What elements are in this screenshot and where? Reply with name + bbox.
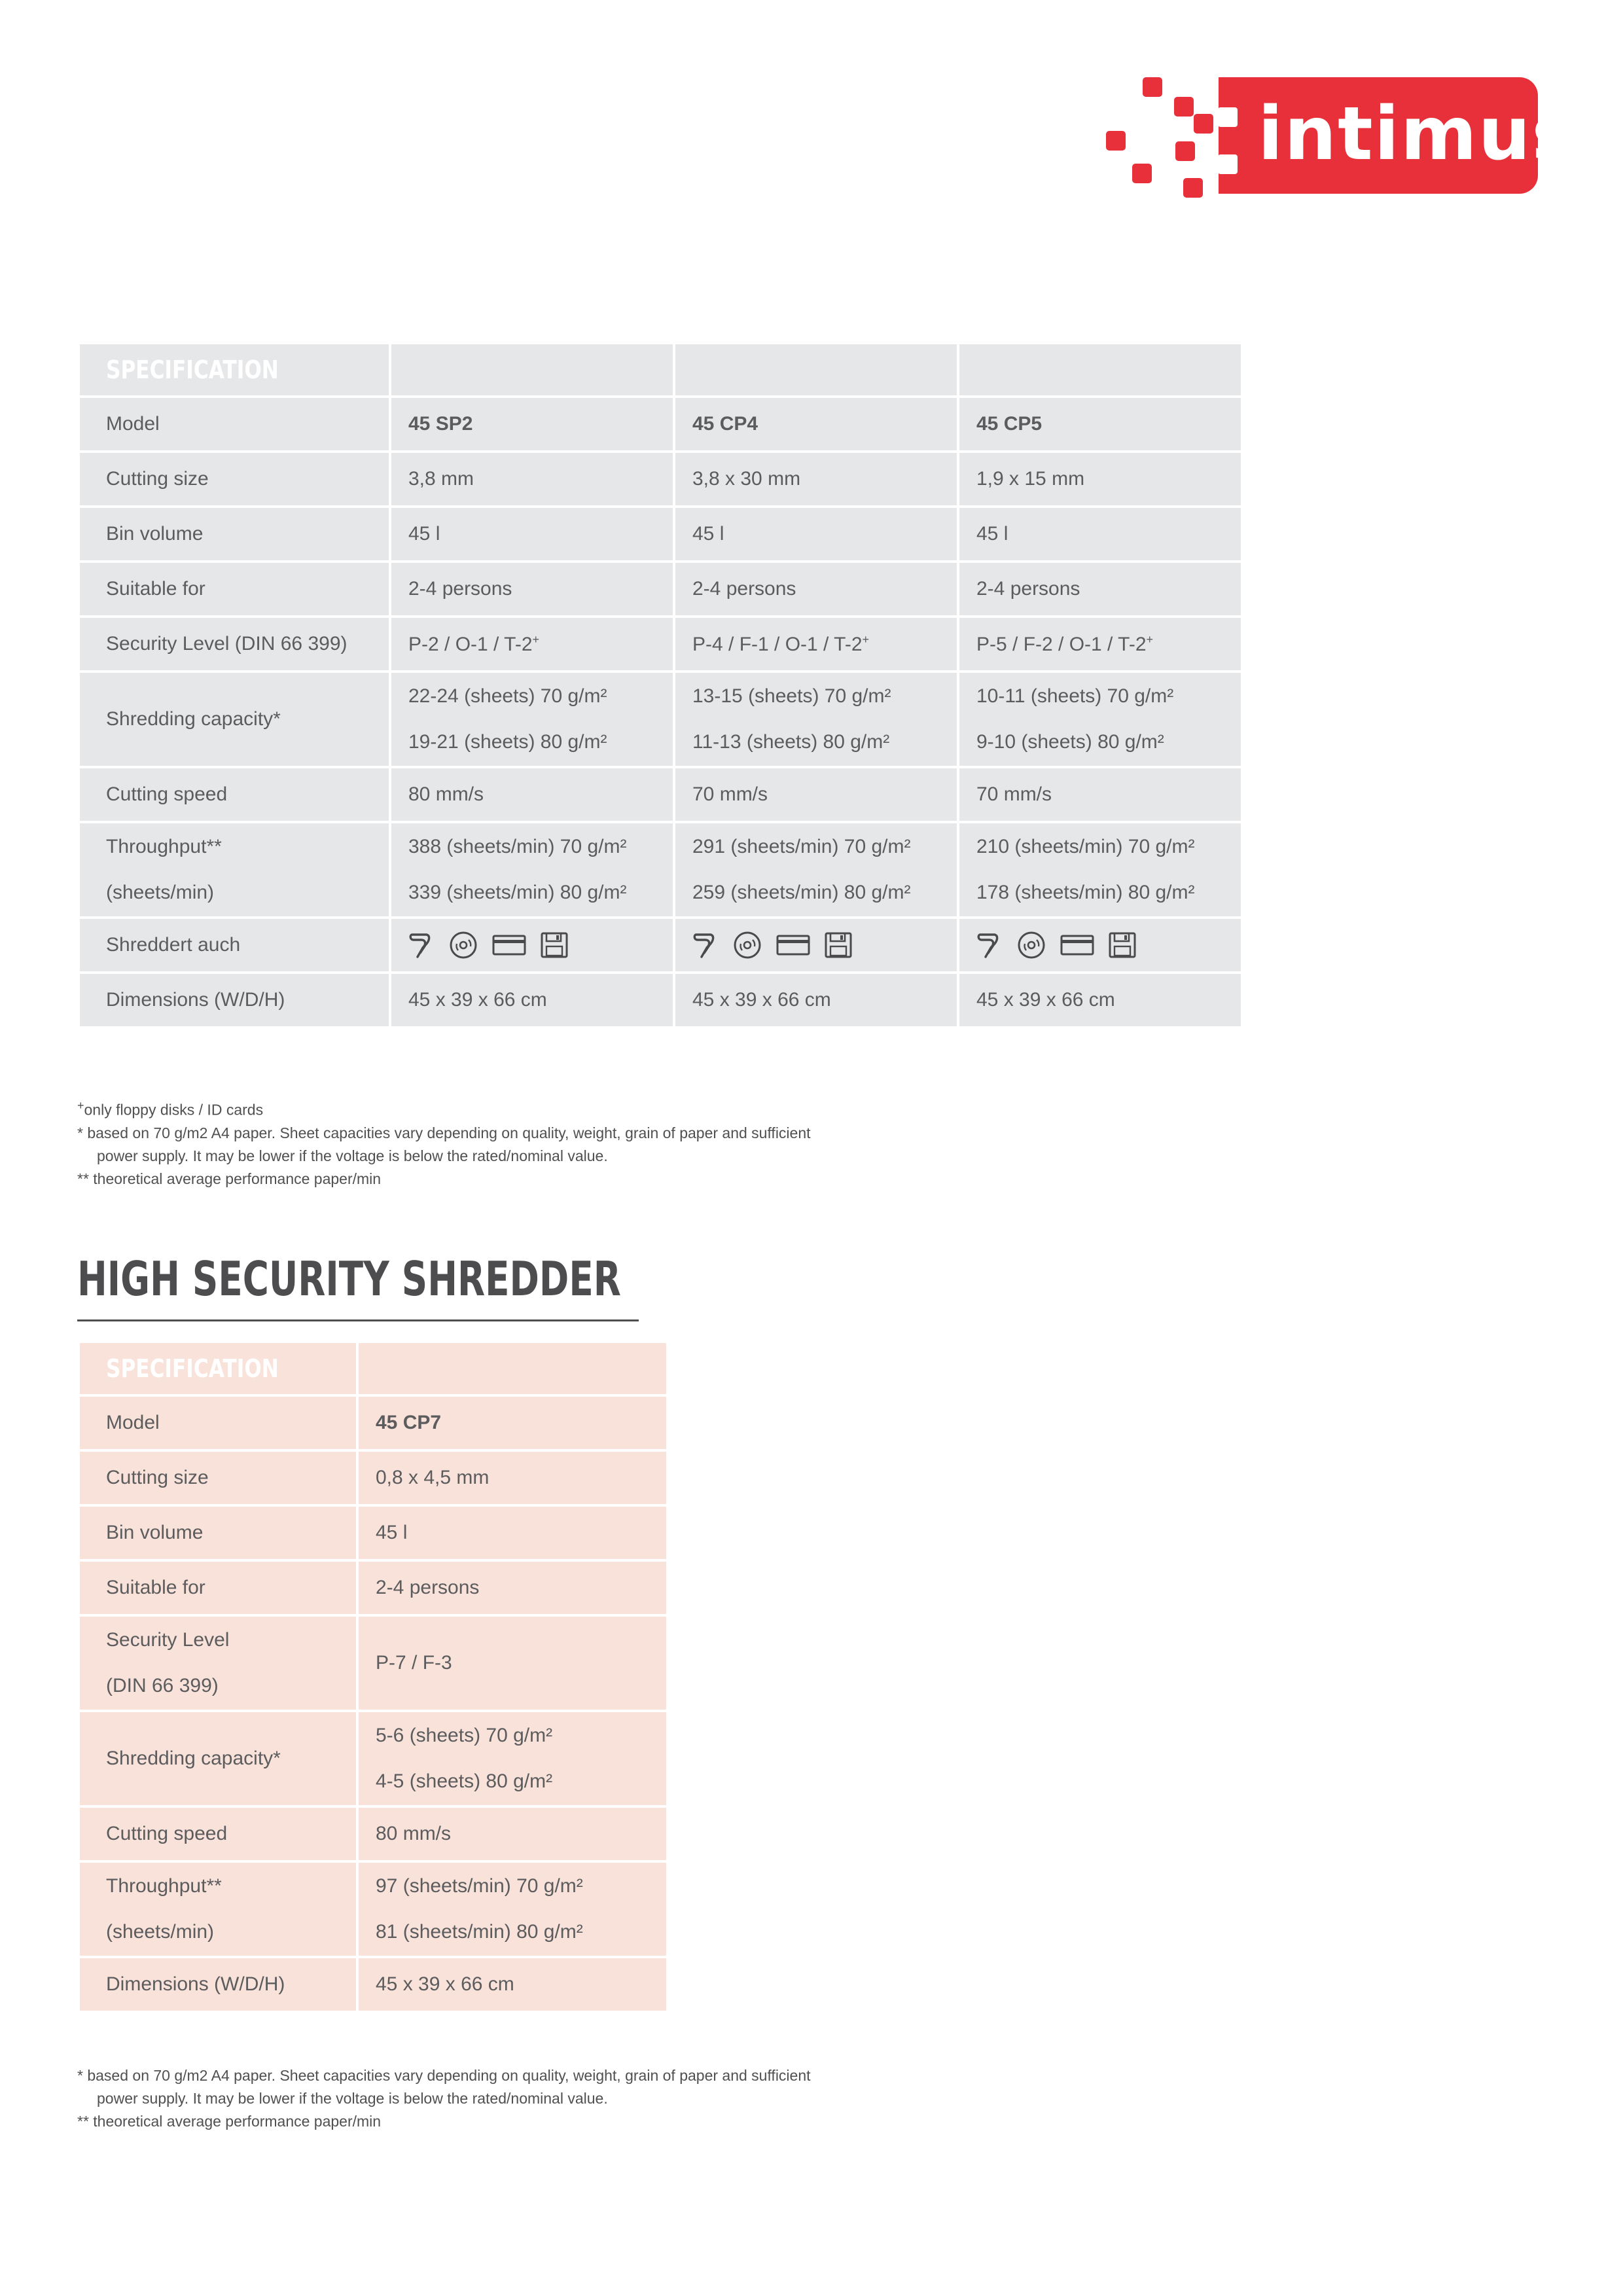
section-divider: [77, 1319, 639, 1321]
spec-row-shredding-capacity: [80, 1712, 666, 1805]
row-label: Bin volume: [80, 508, 389, 560]
cell-value: P-4 / F-1 / O-1 / T-2+: [675, 618, 957, 670]
row-label: Bin volume: [80, 1507, 356, 1559]
cell-value: 3,8 x 30 mm: [675, 453, 957, 505]
footnotes-standard: [77, 1094, 811, 1191]
spec-row-bin-volume: [80, 508, 1241, 560]
row-label: Shredding capacity*: [80, 1712, 356, 1805]
cell-value: 97 (sheets/min) 70 g/m² 81 (sheets/min) 80 g/m²: [359, 1863, 666, 1956]
row-label: Shredding capacity*: [80, 673, 389, 766]
row-label: Model: [80, 1397, 356, 1449]
cell-value: 70 mm/s: [675, 768, 957, 821]
footnote-star-cont: power supply. It may be lower if the voltage is below the rated/nominal value.: [97, 1147, 608, 1164]
spec-row-throughput: [80, 823, 1241, 916]
spec-header: SPECIFICATION: [80, 344, 389, 395]
cell-value: P-2 / O-1 / T-2+: [391, 618, 673, 670]
cell-value: 13-15 (sheets) 70 g/m² 11-13 (sheets) 80 g/m²: [675, 673, 957, 766]
cell-value: 388 (sheets/min) 70 g/m² 339 (sheets/min) 80 g/m²: [391, 823, 673, 916]
intimus-logo: [1106, 73, 1577, 198]
spec-row-security-level: [80, 1617, 666, 1710]
cd-icon: [733, 931, 762, 960]
cell-value: 70 mm/s: [959, 768, 1241, 821]
spec-header-blank: [391, 344, 673, 395]
cell-value: 291 (sheets/min) 70 g/m² 259 (sheets/min) 80 g/m²: [675, 823, 957, 916]
row-label: Throughput** (sheets/min): [80, 1863, 356, 1956]
cell-value: P-7 / F-3: [359, 1617, 666, 1710]
spec-row-bin-volume: [80, 1507, 666, 1559]
cd-icon: [1017, 931, 1046, 960]
spec-table-standard: [77, 342, 1243, 1029]
cell-value: 210 (sheets/min) 70 g/m² 178 (sheets/min) 80 g/m²: [959, 823, 1241, 916]
cell-value: 1,9 x 15 mm: [959, 453, 1241, 505]
cell-value: P-5 / F-2 / O-1 / T-2+: [959, 618, 1241, 670]
row-label: Model: [80, 398, 389, 450]
row-label: Suitable for: [80, 563, 389, 615]
cell-value: 10-11 (sheets) 70 g/m² 9-10 (sheets) 80 g/m²: [959, 673, 1241, 766]
spec-row-dimensions: [80, 1958, 666, 2011]
spec-row-security-level: [80, 618, 1241, 670]
floppy-disk-icon: [1109, 932, 1136, 958]
model-45-cp4: 45 CP4: [675, 398, 957, 450]
spec-row-model: [80, 398, 1241, 450]
credit-card-icon: [492, 933, 526, 957]
floppy-disk-icon: [825, 932, 852, 958]
spec-row-cutting-size: [80, 453, 1241, 505]
footnote-star: * based on 70 g/m2 A4 paper. Sheet capacities vary depending on quality, weight, grain of paper and sufficient: [77, 1124, 811, 1141]
cell-value: 5-6 (sheets) 70 g/m² 4-5 (sheets) 80 g/m²: [359, 1712, 666, 1805]
spec-row-shreds-also: [80, 919, 1241, 971]
cell-value: 2-4 persons: [359, 1562, 666, 1614]
spec-table-high-security: [77, 1340, 669, 2013]
cell-value: 45 l: [359, 1507, 666, 1559]
cell-value: 80 mm/s: [391, 768, 673, 821]
row-label: Cutting speed: [80, 768, 389, 821]
spec-header: SPECIFICATION: [80, 1343, 356, 1394]
cd-icon: [449, 931, 478, 960]
row-label: Dimensions (W/D/H): [80, 1958, 356, 2011]
footnote-double-star: ** theoretical average performance paper/min: [77, 1170, 382, 1187]
model-45-sp2: 45 SP2: [391, 398, 673, 450]
cell-value: 22-24 (sheets) 70 g/m² 19-21 (sheets) 80 g/m²: [391, 673, 673, 766]
cell-value: 2-4 persons: [675, 563, 957, 615]
plus-mark: +: [532, 632, 540, 646]
spec-row-suitable-for: [80, 1562, 666, 1614]
footnote-star-cont: power supply. It may be lower if the voltage is below the rated/nominal value.: [97, 2090, 608, 2107]
row-label: Suitable for: [80, 1562, 356, 1614]
model-45-cp5: 45 CP5: [959, 398, 1241, 450]
footnote-plus: +only floppy disks / ID cards: [77, 1099, 264, 1119]
logo-wordmark: intimus: [1258, 92, 1577, 177]
icon-cell: [675, 919, 957, 971]
row-label: Throughput** (sheets/min): [80, 823, 389, 916]
cell-value: 2-4 persons: [391, 563, 673, 615]
paper-clip-icon: [976, 931, 1003, 960]
floppy-disk-icon: [541, 932, 568, 958]
footnote-double-star: ** theoretical average performance paper/min: [77, 2113, 382, 2130]
footnotes-high-security: [77, 2064, 811, 2133]
cell-value: 45 l: [391, 508, 673, 560]
cell-value: 45 x 39 x 66 cm: [959, 974, 1241, 1026]
cell-value: 45 x 39 x 66 cm: [675, 974, 957, 1026]
row-label: Security Level (DIN 66 399): [80, 1617, 356, 1710]
spec-row-shredding-capacity: [80, 673, 1241, 766]
cell-value: 2-4 persons: [959, 563, 1241, 615]
row-label: Dimensions (W/D/H): [80, 974, 389, 1026]
row-label: Cutting size: [80, 453, 389, 505]
spec-header-blank: [675, 344, 957, 395]
cell-value: 45 x 39 x 66 cm: [359, 1958, 666, 2011]
row-label: Cutting speed: [80, 1808, 356, 1860]
icon-cell: [391, 919, 673, 971]
cell-value: 80 mm/s: [359, 1808, 666, 1860]
spec-row-throughput: [80, 1863, 666, 1956]
footnote-star: * based on 70 g/m2 A4 paper. Sheet capacities vary depending on quality, weight, grain of paper and sufficient: [77, 2067, 811, 2084]
row-label: Cutting size: [80, 1452, 356, 1504]
paper-clip-icon: [692, 931, 719, 960]
spec-row-cutting-speed: [80, 768, 1241, 821]
section-title: HIGH SECURITY SHREDDER: [77, 1251, 621, 1306]
spec-row-model: [80, 1397, 666, 1449]
row-label: Shreddert auch: [80, 919, 389, 971]
row-label: Security Level (DIN 66 399): [80, 618, 389, 670]
spec-header-blank: [359, 1343, 666, 1394]
spec-row-dimensions: [80, 974, 1241, 1026]
cell-value: 45 l: [675, 508, 957, 560]
credit-card-icon: [776, 933, 810, 957]
credit-card-icon: [1060, 933, 1094, 957]
cell-value: 45 x 39 x 66 cm: [391, 974, 673, 1026]
model-45-cp7: 45 CP7: [359, 1397, 666, 1449]
paper-clip-icon: [408, 931, 435, 960]
spec-row-cutting-size: [80, 1452, 666, 1504]
plus-mark: +: [862, 632, 870, 646]
cell-value: 3,8 mm: [391, 453, 673, 505]
spec-row-cutting-speed: [80, 1808, 666, 1860]
plus-mark: +: [1146, 632, 1154, 646]
cell-value: 45 l: [959, 508, 1241, 560]
spec-row-suitable-for: [80, 563, 1241, 615]
cell-value: 0,8 x 4,5 mm: [359, 1452, 666, 1504]
icon-cell: [959, 919, 1241, 971]
spec-header-blank: [959, 344, 1241, 395]
